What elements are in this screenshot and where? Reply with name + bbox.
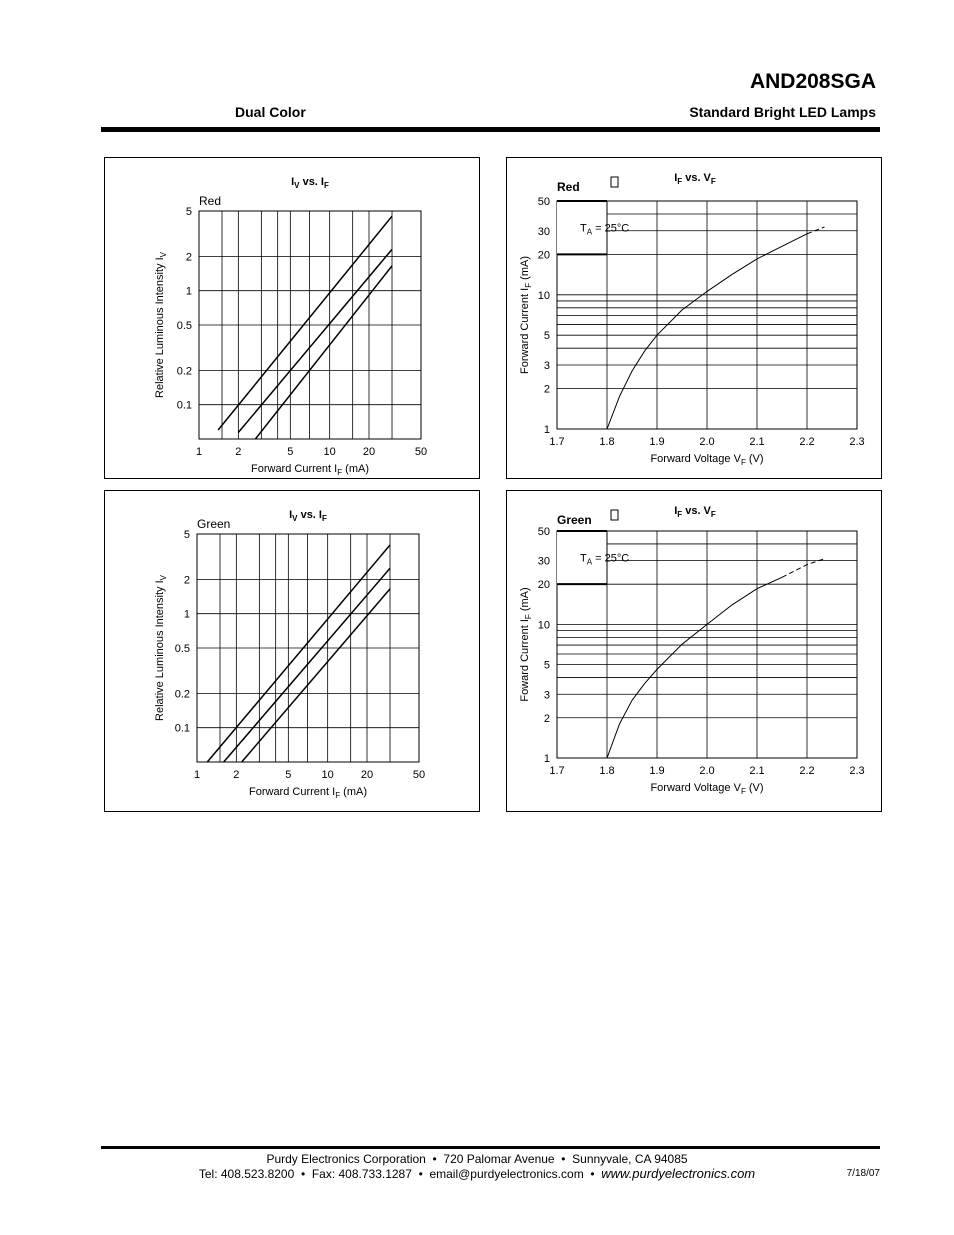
y-tick-label: 10 (537, 619, 550, 632)
product-title: Standard Bright LED Lamps (689, 104, 876, 120)
footer-address-line (0, 1152, 954, 1166)
checkbox-icon (611, 177, 618, 187)
annotation-main: T (580, 222, 587, 235)
y-tick-label: 0.5 (174, 643, 190, 655)
chart-title-sub: V (294, 181, 300, 190)
x-axis-label-sub: F (740, 458, 746, 467)
x-tick-label: 1.9 (649, 436, 665, 448)
y-axis-label (519, 256, 533, 374)
y-tick-label: 10 (537, 289, 550, 302)
y-tick-label: 1 (185, 285, 192, 298)
y-axis-label-sub: V (159, 252, 168, 258)
x-axis-label-unit: (V) (745, 453, 764, 465)
chart-title (289, 509, 327, 523)
series-corner-label: Green (557, 513, 592, 527)
x-axis-label (249, 786, 367, 800)
series-corner-label: Red (557, 180, 580, 194)
chart-iv-green (104, 490, 480, 812)
x-tick-label: 5 (287, 446, 294, 458)
x-tick-label: 10 (323, 446, 336, 458)
footer-sep: • (300, 1167, 306, 1181)
y-tick-label: 50 (537, 196, 550, 208)
y-tick-label: 3 (543, 689, 550, 702)
series-group (607, 559, 825, 758)
x-axis-label-main: Forward Current I (251, 463, 338, 475)
series-corner-label: Red (199, 194, 222, 208)
x-tick-label: 2 (233, 769, 240, 781)
x-tick-label: 2 (235, 446, 242, 458)
y-tick-label: 0.1 (176, 399, 192, 412)
y-tick-label: 1 (543, 753, 550, 765)
chart-title-sub: F (710, 510, 716, 519)
chart-title-main: I (674, 505, 678, 517)
y-tick-label: 0.2 (174, 688, 190, 701)
x-tick-label: 20 (360, 769, 374, 781)
x-tick-label: 20 (362, 446, 376, 458)
x-axis-label-unit: (mA) (340, 786, 367, 798)
x-axis-label (650, 453, 763, 467)
y-tick-label: 2 (543, 712, 550, 725)
series-group (218, 216, 392, 439)
x-tick-label: 50 (414, 446, 428, 458)
x-tick-label: 5 (285, 769, 292, 781)
y-axis-label-sub: F (524, 282, 533, 288)
y-tick-label: 0.2 (176, 365, 192, 378)
x-tick-label: 10 (321, 769, 334, 781)
x-axis-label-main: Forward Voltage V (650, 782, 741, 794)
x-axis-label-main: Forward Current I (249, 786, 336, 798)
y-axis-label-sub: F (524, 614, 533, 620)
y-tick-label: 2 (185, 251, 192, 264)
chart-title-sub: F (677, 177, 683, 186)
x-tick-label: 2.3 (849, 436, 865, 448)
chart-title-mid: vs. V (682, 505, 711, 517)
y-axis-label (519, 587, 533, 701)
chart-title-mid: vs. I (297, 509, 322, 521)
annotation-sub: A (586, 227, 593, 237)
series-line (242, 589, 390, 762)
y-tick-label: 5 (185, 206, 192, 218)
x-tick-label: 2.1 (749, 765, 765, 777)
footer-tel: Tel: 408.523.8200 (198, 1167, 295, 1181)
chart-title-main: I (674, 172, 678, 184)
footer-email[interactable]: email@purdyelectronics.com (429, 1167, 584, 1181)
y-tick-label: 5 (543, 330, 550, 343)
x-tick-label: 2.0 (699, 765, 715, 777)
chart-iv-red-plot (105, 158, 479, 478)
y-tick-label: 20 (537, 249, 550, 262)
x-tick-label: 2.2 (799, 436, 815, 448)
x-axis-label-sub: F (337, 468, 343, 477)
footer-contact-line (0, 1166, 954, 1181)
series-corner-label: Green (197, 517, 231, 531)
annotation-rest: = 25°C (592, 552, 630, 565)
chart-title-sub: F (677, 510, 683, 519)
footer-sep: • (432, 1152, 437, 1166)
y-tick-label: 5 (183, 529, 190, 541)
chart-title (674, 172, 716, 186)
footer-date: 7/18/07 (846, 1168, 880, 1179)
y-tick-label: 30 (537, 225, 550, 238)
series-line (218, 216, 392, 430)
y-tick-label: 20 (537, 579, 550, 592)
series-line-dashed (782, 559, 825, 578)
x-axis-label (251, 463, 369, 477)
footer-address: 720 Palomar Avenue (443, 1152, 555, 1166)
x-tick-label: 2.1 (749, 436, 765, 448)
x-axis-label-unit: (V) (745, 782, 764, 794)
chart-title-sub: F (710, 177, 716, 186)
footer-website-link[interactable]: www.purdyelectronics.com (601, 1166, 756, 1181)
x-tick-label: 1.7 (549, 765, 565, 777)
y-tick-label: 5 (543, 659, 550, 672)
x-tick-label: 2.0 (699, 436, 715, 448)
footer-company: Purdy Electronics Corporation (266, 1152, 426, 1166)
y-axis-label (154, 251, 168, 398)
chart-ifvf-green (506, 490, 882, 812)
footer-fax: Fax: 408.733.1287 (311, 1167, 412, 1181)
x-tick-label: 50 (412, 769, 426, 781)
series-group (607, 227, 825, 429)
footer-rule (101, 1146, 880, 1149)
footer-sep: • (418, 1167, 423, 1181)
y-axis-label-main: Foward Current I (519, 619, 531, 702)
x-axis-label (650, 782, 763, 796)
y-tick-label: 30 (537, 555, 550, 568)
checkbox-icon (611, 510, 618, 520)
annotation-rest: = 25°C (592, 222, 630, 235)
chart-ifvf-green-plot (507, 491, 881, 811)
x-tick-label: 1.8 (599, 436, 615, 448)
annotation-sub: A (586, 557, 593, 567)
chart-title (291, 176, 329, 190)
x-tick-label: 1.9 (649, 765, 665, 777)
footer-city: Sunnyvale, CA 94085 (572, 1152, 688, 1166)
header-rule (101, 127, 880, 132)
x-axis-label-unit: (mA) (342, 463, 369, 475)
chart-ifvf-red (506, 157, 882, 479)
y-axis-label-sub: V (159, 575, 168, 581)
y-axis-label-main: Relative Luminous Intensity I (154, 257, 166, 398)
footer-sep: • (561, 1152, 566, 1166)
x-tick-label: 2.2 (799, 765, 815, 777)
x-axis-label-sub: F (740, 787, 746, 796)
y-tick-label: 2 (543, 383, 550, 396)
y-tick-label: 1 (543, 424, 550, 436)
x-tick-label: 2.3 (849, 765, 865, 777)
y-axis-label (154, 574, 168, 721)
chart-title-main: I (291, 176, 295, 188)
y-axis-label-unit: (mA) (519, 587, 531, 615)
x-tick-label: 1 (193, 769, 201, 781)
chart-iv-green-plot (105, 491, 479, 811)
series-title: Dual Color (235, 104, 306, 120)
chart-ifvf-red-plot (507, 158, 881, 478)
x-tick-label: 1 (195, 446, 203, 458)
series-line (224, 568, 390, 762)
y-tick-label: 50 (537, 526, 550, 538)
y-axis-label-main: Relative Luminous Intensity I (154, 580, 166, 721)
annotation-main: T (580, 552, 587, 565)
y-tick-label: 0.5 (176, 320, 192, 332)
y-axis-label-unit: (mA) (519, 256, 531, 283)
x-axis-label-main: Forward Voltage V (650, 453, 741, 465)
chart-iv-red (104, 157, 480, 479)
chart-title-sub: F (323, 181, 329, 190)
chart-title-main: I (289, 509, 293, 521)
footer-sep: • (590, 1167, 595, 1181)
y-tick-label: 2 (183, 574, 190, 587)
series-line (607, 577, 782, 758)
x-axis-label-sub: F (335, 791, 341, 800)
chart-title-sub: V (292, 514, 298, 523)
x-tick-label: 1.8 (599, 765, 615, 777)
y-tick-label: 1 (183, 608, 190, 621)
chart-title-sub: F (321, 514, 327, 523)
y-tick-label: 3 (543, 359, 550, 372)
chart-title (674, 505, 716, 519)
chart-title-mid: vs. V (682, 172, 711, 184)
part-number: AND208SGA (749, 70, 876, 93)
y-tick-label: 0.1 (174, 722, 190, 735)
series-line (207, 545, 390, 762)
y-axis-label-main: Forward Current I (519, 287, 531, 374)
chart-title-mid: vs. I (299, 176, 324, 188)
series-group (207, 545, 390, 762)
series-line (255, 266, 392, 439)
x-tick-label: 1.7 (549, 436, 565, 448)
